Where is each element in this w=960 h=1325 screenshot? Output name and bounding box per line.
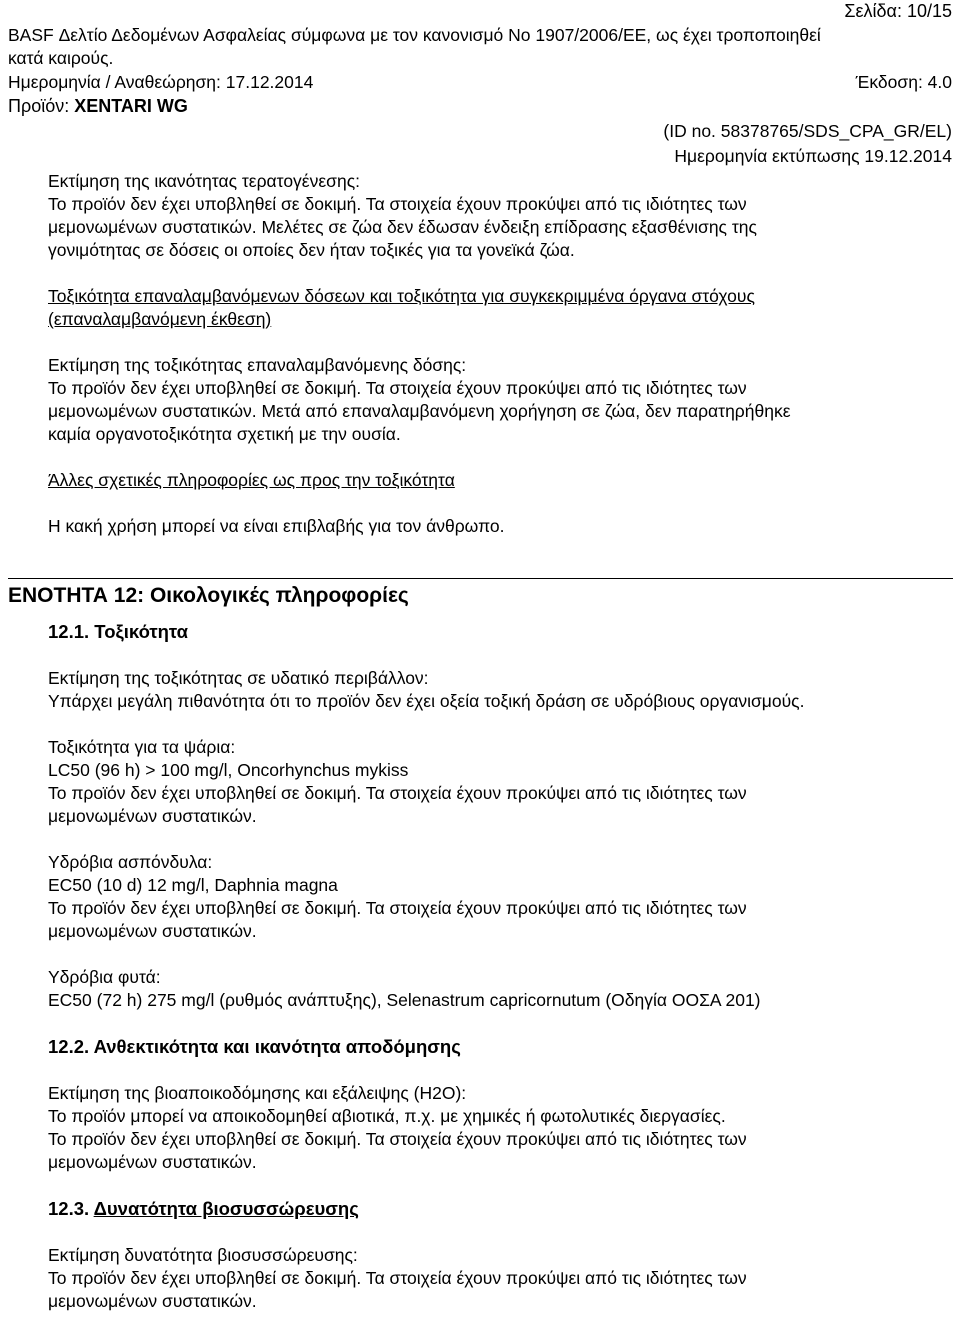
teratogen-text-2: μεμονωμένων συστατικών. Μελέτες σε ζώα δεν έδωσαν ένδειξη επίδρασης εξασθένισης της	[48, 217, 757, 237]
other-info-text: Η κακή χρήση μπορεί να είναι επιβλαβής για τον άνθρωπο.	[48, 516, 505, 536]
repeat-dose-title-2: (επαναλαμβανόμενη έκθεση)	[48, 309, 272, 329]
section-12-body	[48, 620, 953, 1313]
revision-date: Ημερομηνία / Αναθεώρηση: 17.12.2014	[8, 72, 314, 92]
invertebrate-text-1: Το προϊόν δεν έχει υποβληθεί σε δοκιμή. Τα στοιχεία έχουν προκύψει από τις ιδιότητες των	[48, 898, 747, 918]
teratogen-text-1: Το προϊόν δεν έχει υποβληθεί σε δοκιμή. Τα στοιχεία έχουν προκύψει από τις ιδιότητες των	[48, 194, 747, 214]
fish-value: LC50 (96 h) > 100 mg/l, Oncorhynchus mykiss	[48, 760, 409, 780]
biodegradation-heading: Εκτίμηση της βιοαποικοδόμησης και εξάλειψης (H2O):	[48, 1083, 467, 1103]
plants-heading: Υδρόβια φυτά:	[48, 967, 161, 987]
bioaccumulation-heading: Εκτίμηση δυνατότητα βιοσυσσώρευσης:	[48, 1245, 358, 1265]
subsection-12-3-title	[48, 1197, 953, 1221]
aquatic-text: Υπάρχει μεγάλη πιθανότητα ότι το προϊόν δεν έχει οξεία τοξική δράση σε υδρόβιους οργανισμούς.	[48, 691, 805, 711]
teratogen-text-3: γονιμότητας σε δόσεις οι οποίες δεν ήταν τοξικές για τα γονεϊκά ζώα.	[48, 240, 575, 260]
fish-heading: Τοξικότητα για τα ψάρια:	[48, 737, 236, 757]
fish-text-2: μεμονωμένων συστατικών.	[48, 806, 257, 826]
biodegradation-text-3: μεμονωμένων συστατικών.	[48, 1152, 257, 1172]
biodegradation-text-1: Το προϊόν μπορεί να αποικοδομηθεί αβιοτικά, π.χ. με χημικές ή φωτολυτικές διεργασίες.	[48, 1106, 726, 1126]
biodegradation-text-2: Το προϊόν δεν έχει υποβληθεί σε δοκιμή. Τα στοιχεία έχουν προκύψει από τις ιδιότητες των	[48, 1129, 747, 1149]
repeat-dose-title-1: Τοξικότητα επαναλαμβανόμενων δόσεων και τοξικότητα για συγκεκριμμένα όργανα στόχους	[48, 286, 755, 306]
print-date: Ημερομηνία εκτύπωσης 19.12.2014	[674, 146, 952, 166]
invertebrate-text-2: μεμονωμένων συστατικών.	[48, 921, 257, 941]
page-number: Σελίδα: 10/15	[844, 1, 952, 21]
bioaccumulation-text-1: Το προϊόν δεν έχει υποβληθεί σε δοκιμή. Τα στοιχεία έχουν προκύψει από τις ιδιότητες των	[48, 1268, 747, 1288]
invertebrate-value: EC50 (10 d) 12 mg/l, Daphnia magna	[48, 875, 338, 895]
repeat-dose-text-3: καμία οργανοτοξικότητα σχετική με την ουσία.	[48, 424, 401, 444]
id-number: (ID no. 58378765/SDS_CPA_GR/EL)	[663, 121, 952, 141]
subsection-12-3-text: Δυνατότητα βιοσυσσώρευσης	[93, 1198, 359, 1219]
bioaccumulation-text-2: μεμονωμένων συστατικών.	[48, 1291, 257, 1311]
other-info-title: Άλλες σχετικές πληροφορίες ως προς την τοξικότητα	[48, 470, 455, 490]
repeat-dose-heading: Εκτίμηση της τοξικότητας επαναλαμβανόμενης δόσης:	[48, 355, 467, 375]
teratogen-heading: Εκτίμηση της ικανότητας τερατογένεσης:	[48, 171, 360, 191]
repeat-dose-text-1: Το προϊόν δεν έχει υποβληθεί σε δοκιμή. Τα στοιχεία έχουν προκύψει από τις ιδιότητες των	[48, 378, 747, 398]
document-header	[0, 0, 960, 170]
toxicity-continued	[48, 170, 953, 538]
product-line	[8, 95, 188, 118]
header-title-line2: κατά καιρούς.	[8, 48, 114, 68]
repeat-dose-text-2: μεμονωμένων συστατικών. Μετά από επαναλαμβανόμενη χορήγηση σε ζώα, δεν παρατηρήθηκε	[48, 401, 791, 421]
subsection-12-3-number: 12.3.	[48, 1198, 94, 1219]
subsection-12-1-title: 12.1. Τοξικότητα	[48, 621, 189, 642]
invertebrate-heading: Υδρόβια ασπόνδυλα:	[48, 852, 213, 872]
plants-value: EC50 (72 h) 275 mg/l (ρυθμός ανάπτυξης), Selenastrum capricornutum (Οδηγία ΟΟΣΑ 201)	[48, 990, 761, 1010]
section-12-title: ΕΝΟΤΗΤΑ 12: Οικολογικές πληροφορίες	[8, 578, 953, 609]
product-name: XENTARI WG	[74, 96, 188, 116]
subsection-12-2-title: 12.2. Ανθεκτικότητα και ικανότητα αποδόμησης	[48, 1036, 461, 1057]
fish-text-1: Το προϊόν δεν έχει υποβληθεί σε δοκιμή. Τα στοιχεία έχουν προκύψει από τις ιδιότητες των	[48, 783, 747, 803]
product-label: Προϊόν:	[8, 96, 75, 116]
aquatic-heading: Εκτίμηση της τοξικότητας σε υδατικό περιβάλλον:	[48, 668, 429, 688]
header-title-line1: BASF Δελτίο Δεδομένων Ασφαλείας σύμφωνα με τον κανονισμό No 1907/2006/ΕΕ, ως έχει τροποποιηθεί	[8, 25, 821, 45]
version: Έκδοση: 4.0	[855, 72, 952, 92]
